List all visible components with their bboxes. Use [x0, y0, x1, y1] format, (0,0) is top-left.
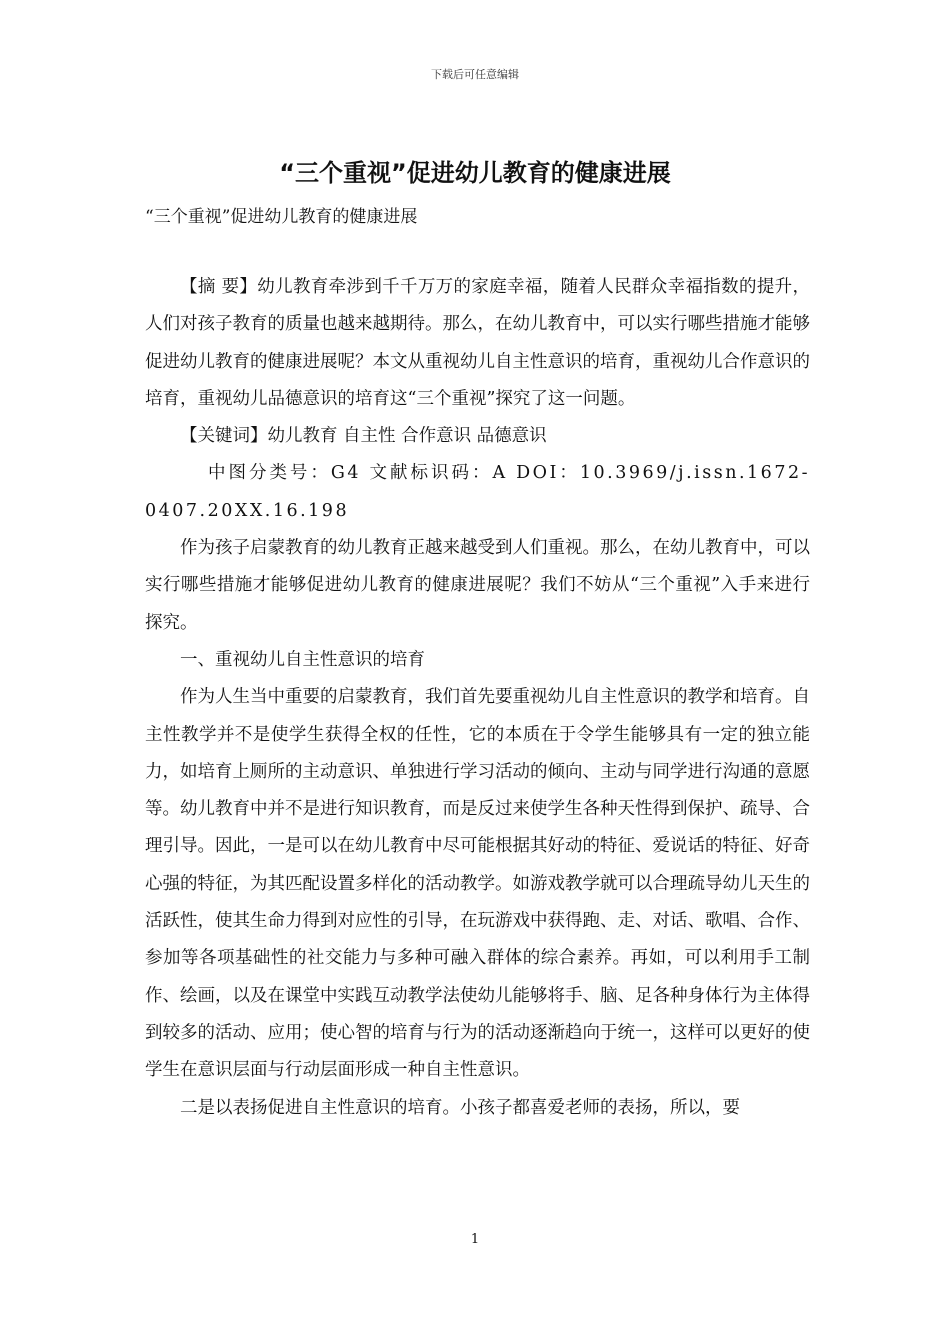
- section-paragraph-continued: 二是以表扬促进自主性意识的培育。小孩子都喜爱老师的表扬，所以，要: [180, 1097, 740, 1118]
- section-heading: 一、重视幼儿自主性意识的培育: [180, 649, 425, 670]
- document-subtitle: “三个重视”促进幼儿教育的健康进展: [145, 207, 418, 227]
- keywords-paragraph: 【关键词】幼儿教育 自主性 合作意识 品德意识: [180, 426, 547, 447]
- document-title: “三个重视”促进幼儿教育的健康进展: [279, 159, 671, 187]
- intro-paragraph: 作为孩子启蒙教育的幼儿教育正越来越受到人们重视。那么，在幼儿教育中，可以实行哪些措施才能够促进幼儿教育的健康进展呢？我们不妨从“三个重视”入手来进行探究。: [145, 538, 810, 633]
- abstract-paragraph: 【摘 要】幼儿教育牵涉到千千万万的家庭幸福，随着人民群众幸福指数的提升，人们对孩子教育的质量也越来越期待。那么，在幼儿教育中，可以实行哪些措施才能够促进幼儿教育的健康进展呢？本文从重视幼儿自主性意识的培育，重视幼儿合作意识的培育，重视幼儿品德意识的培育这“三个重视”探究了这一问题。: [145, 277, 810, 409]
- document-body: [145, 269, 810, 1127]
- header-note: 下载后可任意编辑: [431, 68, 519, 81]
- page-number: 1: [470, 1232, 480, 1247]
- classification-paragraph: 中图分类号：G4 文献标识码：A DOI：10.3969/j.issn.1672-0407.20XX.16.198: [145, 463, 810, 521]
- section-paragraph: 作为人生当中重要的启蒙教育，我们首先要重视幼儿自主性意识的教学和培育。自主性教学并不是使学生获得全权的任性，它的本质在于令学生能够具有一定的独立能力，如培育上厕所的主动意识、单独进行学习活动的倾向、主动与同学进行沟通的意愿等。幼儿教育中并不是进行知识教育，而是反过来使学生各种天性得到保护、疏导、合理引导。因此，一是可以在幼儿教育中尽可能根据其好动的特征、爱说话的特征、好奇心强的特征，为其匹配设置多样化的活动教学。如游戏教学就可以合理疏导幼儿天生的活跃性，使其生命力得到对应性的引导，在玩游戏中获得跑、走、对话、歌唱、合作、参加等各项基础性的社交能力与多种可融入群体的综合素养。再如，可以利用手工制作、绘画，以及在课堂中实践互动教学法使幼儿能够将手、脑、足各种身体行为主体得到较多的活动、应用；使心智的培育与行为的活动逐渐趋向于统一，这样可以更好的使学生在意识层面与行动层面形成一种自主性意识。: [145, 687, 810, 1081]
